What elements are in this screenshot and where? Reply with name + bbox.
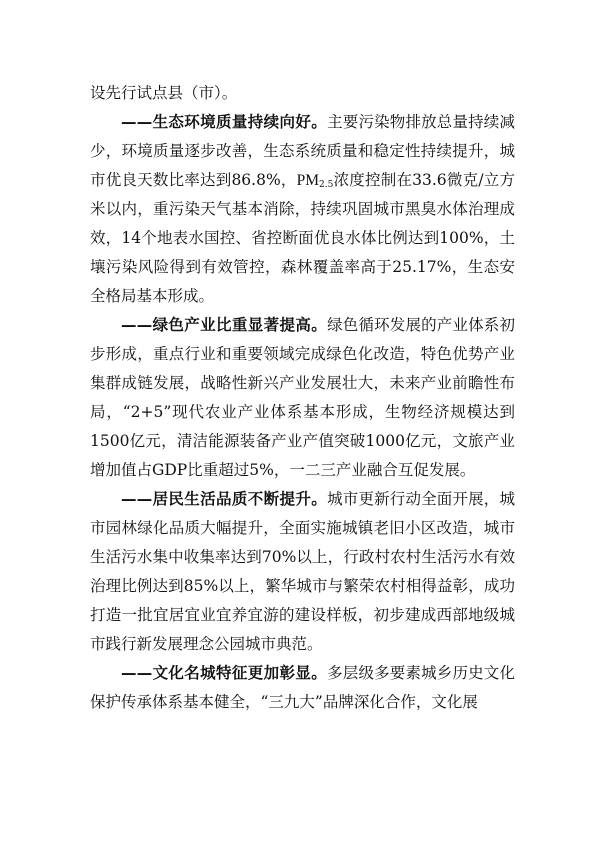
continuation-text: 设先行试点县（市）。 xyxy=(90,84,238,102)
paragraph-heading: ——居民生活品质不断提升。 xyxy=(121,490,328,508)
paragraph-body: 多层级多要素城乡历史文化保护传承体系基本健全，“三九大”品牌深化合作，文化展 xyxy=(90,664,515,711)
document-body xyxy=(90,79,515,717)
paragraph-living-quality xyxy=(90,485,515,659)
paragraph-body: 城市更新行动全面开展，城市园林绿化品质大幅提升，全面实施城镇老旧小区改造，城市生活污水集中收集率达到70%以上，行政村农村生活污水有效治理比例达到85%以上，繁华城市与繁荣农村相得益彰，成功打造一批宜居宜业宜养宜游的建设样板，初步建成西部地级城市践行新发展理念公园城市典范。 xyxy=(90,490,515,653)
pm-subscript: 2.5 xyxy=(319,180,334,190)
pm-label: PM xyxy=(296,172,320,189)
continuation-paragraph xyxy=(90,79,515,108)
paragraph-body-continued: 浓度控制在33.6微克/立方米以内，重污染天气基本消除，持续巩固城市黑臭水体治理成效，14个地表水国控、省控断面优良水体比例达到100%，土壤污染风险得到有效管控，森林覆盖率高于25.17%，生态安全格局基本形成。 xyxy=(90,171,515,305)
paragraph-green-industry xyxy=(90,311,515,485)
paragraph-heading: ——文化名城特征更加彰显。 xyxy=(121,664,328,682)
paragraph-heading: ——绿色产业比重显著提高。 xyxy=(121,316,328,334)
paragraph-heading: ——生态环境质量持续向好。 xyxy=(121,113,328,131)
paragraph-body: 主要污染物排放总量持续减少，环境质量逐步改善，生态系统质量和稳定性持续提升，城市优良天数比率达到86.8%， xyxy=(90,113,515,189)
paragraph-ecology xyxy=(90,108,515,311)
paragraph-cultural-city xyxy=(90,659,515,717)
paragraph-body: 绿色循环发展的产业体系初步形成，重点行业和重要领域完成绿色化改造，特色优势产业集群成链发展，战略性新兴产业发展壮大，未来产业前瞻性布局，“2+5”现代农业产业体系基本形成，生物经济规模达到1500亿元，清洁能源装备产业产值突破1000亿元，文旅产业增加值占GDP比重超过5%，一二三产业融合互促发展。 xyxy=(90,316,515,479)
